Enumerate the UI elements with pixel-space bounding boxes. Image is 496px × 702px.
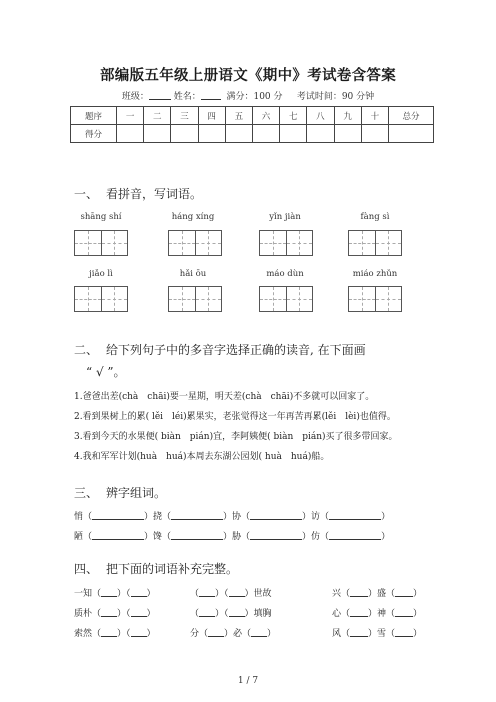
answer-blank[interactable] [131,596,147,597]
answer-blank[interactable] [92,519,144,520]
header-cell: 七 [280,107,307,125]
writing-grid[interactable] [168,286,222,312]
page-number: 1 / 7 [237,676,259,686]
writing-grid[interactable] [348,230,402,256]
header-cell: 十 [361,107,388,125]
idiom-item [190,606,272,619]
char-prompt: ） [381,532,391,542]
score-table-score-row [71,125,434,143]
answer-blank[interactable] [171,539,223,540]
answer-blank[interactable] [101,636,117,637]
header-cell: 八 [307,107,334,125]
section-3-heading [74,484,166,501]
char-prompt: ）馋（ [144,532,172,542]
writing-grid[interactable] [168,230,222,256]
score-cell[interactable] [389,125,434,143]
score-cell[interactable] [144,125,171,143]
score-cell[interactable] [252,125,279,143]
section-title: 把下面的词语补充完整。 [106,562,239,576]
idiom-item: 兴（ ）盛（ ） [332,589,423,599]
section-number: 四、 [74,562,99,576]
idiom-prefix: 风（ [332,629,351,639]
answer-blank[interactable] [101,616,117,617]
pinyin-label: háng xíng [171,212,215,222]
answer-blank[interactable] [101,596,117,597]
class-blank [149,90,171,100]
writing-grid[interactable] [348,286,402,312]
idiom-part: （ [190,609,200,619]
score-cell[interactable] [280,125,307,143]
section-number: 三、 [74,486,99,500]
header-cell: 总分 [389,107,434,125]
answer-blank[interactable] [350,596,368,597]
exam-info [0,89,496,102]
idiom-part: 分（ [190,629,209,639]
pinyin-label: shāng shí [80,212,122,222]
pinyin-label: yǐn jiàn [269,212,301,222]
answer-blank[interactable] [131,636,147,637]
idiom-part: （ [190,589,200,599]
pinyin-label: jiǎo lì [89,269,113,279]
char-prompt: ）协（ [223,512,251,522]
answer-blank[interactable] [395,596,413,597]
pinyin-label: máo dùn [266,269,304,279]
idiom-part: ）（ [215,589,229,599]
idiom-item [190,626,276,639]
char-prompt: 陋（ [74,532,93,542]
writing-grid[interactable] [74,286,128,312]
section-title: 看拼音，写词语。 [106,187,203,201]
header-cell: 六 [252,107,279,125]
idiom-item [190,586,272,599]
idiom-part: ）（ [215,609,229,619]
score-cell[interactable] [361,125,388,143]
name-label: 姓名： [173,92,201,102]
question-item: 3.看到今天的水果便( biàn pián)宜，李阿姨便( biàn pián)买了很多带回家。 [74,432,398,442]
char-prompt: ）访（ [302,512,330,522]
idiom-item: 风（ ）雪（ ） [332,629,423,639]
idiom-part: ）雪（ [368,629,396,639]
answer-blank[interactable] [350,636,368,637]
writing-grid[interactable] [259,230,313,256]
answer-blank[interactable] [199,616,215,617]
answer-blank[interactable] [131,616,147,617]
score-label: 满分：100 分 [226,92,283,102]
writing-grid[interactable] [74,230,128,256]
section-title: 辨字组词。 [106,486,167,500]
idiom-prefix: 质朴（ [74,609,102,619]
answer-blank[interactable] [329,539,381,540]
header-cell: 三 [171,107,198,125]
idiom-prefix: 心（ [332,609,351,619]
score-cell[interactable] [198,125,225,143]
header-cell: 二 [144,107,171,125]
idiom-part: ）神（ [368,609,396,619]
pinyin-label: hǎi ōu [179,269,207,279]
char-prompt: ） [381,512,391,522]
pinyin-label: miáo zhǔn [352,269,398,279]
question-item: 1.爸爸出差(chà chāi)要一星期，明天差(chà chāi)不多就可以回家了。 [74,392,375,402]
answer-blank[interactable] [208,636,224,637]
score-cell[interactable] [171,125,198,143]
section-2-heading [74,341,366,358]
header-cell: 四 [198,107,225,125]
char-prompt: 悄（ [74,512,93,522]
idiom-prefix: 一知（ [74,589,102,599]
section-number: 一、 [74,187,99,201]
char-prompt: ）挠（ [144,512,172,522]
time-label: 考试时间：90 分钟 [296,92,375,102]
header-cell: 题序 [71,107,117,125]
idiom-part: ）世故 [244,589,272,599]
idiom-item: 质朴（ ）（ ） [74,609,156,619]
answer-blank[interactable] [229,596,245,597]
answer-blank[interactable] [395,636,413,637]
idiom-item: 心（ ）神（ ） [332,609,423,619]
answer-blank[interactable] [250,519,302,520]
header-cell: 五 [225,107,252,125]
question-item: 4.我和军军计划(huà huá)本周去东湖公园划( huà huá)船。 [74,452,330,462]
pinyin-label: fàng sì [360,212,390,222]
answer-blank[interactable] [329,519,381,520]
section-1-heading [74,185,202,202]
score-table [70,106,434,143]
answer-blank[interactable] [199,596,215,597]
score-table-header-row [71,107,434,125]
section-number: 二、 [74,343,99,357]
section-2-heading-cont: “ √ ”。 [86,365,126,379]
answer-blank[interactable] [395,616,413,617]
answer-blank[interactable] [92,539,144,540]
score-cell[interactable] [225,125,252,143]
score-cell[interactable] [307,125,334,143]
name-blank [201,90,221,100]
score-cell[interactable] [117,125,144,143]
header-cell: 一 [117,107,144,125]
writing-grid[interactable] [259,286,313,312]
char-prompt: ）仿（ [302,532,330,542]
idiom-prefix: 索然（ [74,629,102,639]
section-4-heading [74,560,238,577]
answer-blank[interactable] [229,616,245,617]
answer-blank[interactable] [350,616,368,617]
question-item: 2.看到果树上的累( lěi léi)累果实，老张觉得这一年再苦再累(lěi lèi)也值得。 [74,412,396,422]
idiom-item: 索然（ ）（ ） [74,629,156,639]
page-title: 部编版五年级上册语文《期中》考试卷含答案 [100,67,396,84]
score-cell[interactable] [334,125,361,143]
answer-blank[interactable] [250,539,302,540]
section-title: 给下列句子中的多音字选择正确的读音, 在下面画 [106,343,366,357]
row-label: 得分 [71,125,117,143]
idiom-part: ） [267,629,277,639]
idiom-prefix: 兴（ [332,589,351,599]
header-cell: 九 [334,107,361,125]
answer-blank[interactable] [251,636,267,637]
word-row [74,509,390,522]
idiom-item: 一知（ ）（ ） [74,589,156,599]
char-prompt: ）胁（ [223,532,251,542]
idiom-part: ）盛（ [368,589,396,599]
class-label: 班级： [121,92,149,102]
idiom-part: ）必（ [224,629,252,639]
idiom-part: ）填胸 [244,609,272,619]
answer-blank[interactable] [171,519,223,520]
word-row [74,529,390,542]
